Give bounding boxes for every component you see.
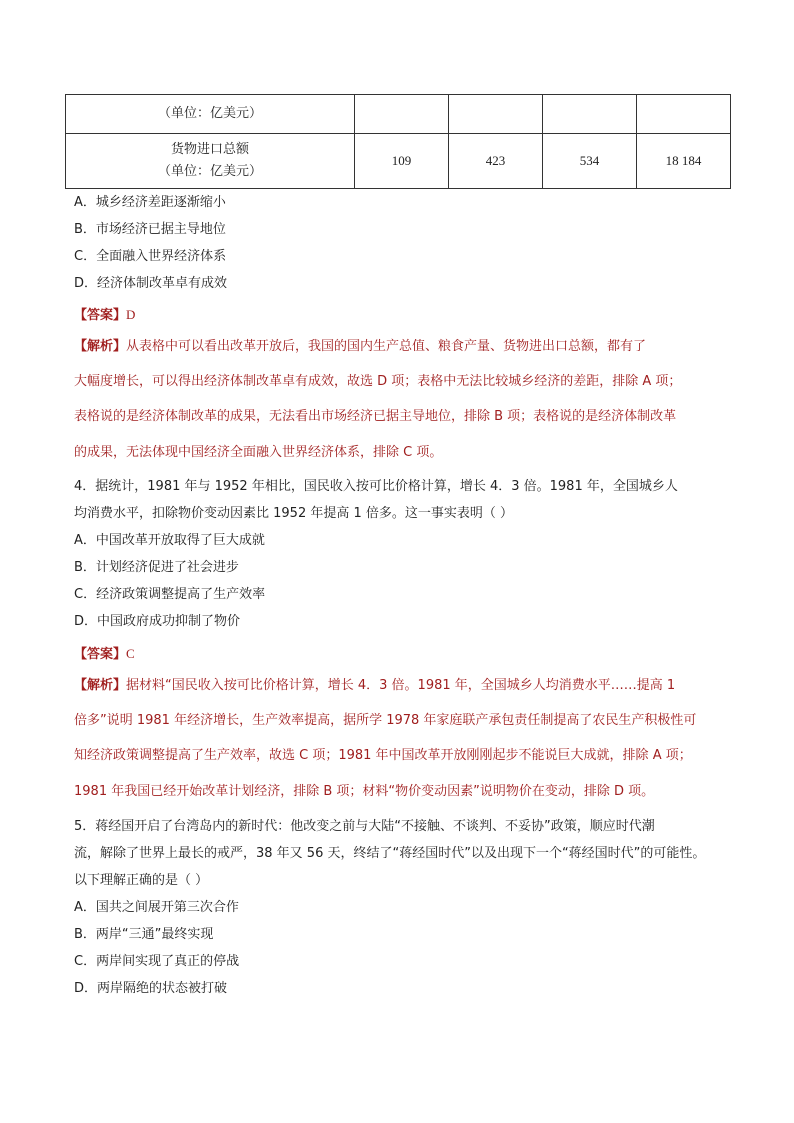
- q3-option-c: C．全面融入世界经济体系: [74, 249, 227, 264]
- q3-analysis-line-3: 表格说的是经济体制改革的成果，无法看出市场经济已据主导地位，排除 B 项；表格说的是经济体制改革: [74, 409, 677, 424]
- table-row: [66, 134, 731, 189]
- q4-option-d: D．中国政府成功抑制了物价: [74, 614, 241, 629]
- table-cell: 423: [449, 134, 543, 189]
- q4-analysis-line-4: 1981 年我国已经开始改革计划经济，排除 B 项；材料“物价变动因素”说明物价在变动，排除 D 项。: [74, 784, 655, 799]
- q4-answer: [74, 643, 135, 662]
- analysis-tag: 【解析】: [74, 678, 127, 693]
- q4-analysis-line-3: 知经济政策调整提高了生产效率，故选 C 项；1981 年中国改革开放刚刚起步不能说巨大成就，排除 A 项；: [74, 748, 692, 763]
- q3-option-d: D．经济体制改革卓有成效: [74, 276, 228, 291]
- q4-analysis-line-2: 倍多”说明 1981 年经济增长，生产效率提高，据所学 1978 年家庭联产承包责任制提高了农民生产积极性可: [74, 713, 697, 728]
- table-cell: [543, 95, 637, 134]
- q3-option-b: B．市场经济已据主导地位: [74, 222, 226, 237]
- q3-answer: [74, 304, 135, 323]
- table-cell: [355, 95, 449, 134]
- q4-stem-line-1: 4．据统计，1981 年与 1952 年相比，国民收入按可比价格计算，增长 4．3 倍。1981 年，全国城乡人: [74, 479, 678, 494]
- q5-stem-line-1: 5．蒋经国开启了台湾岛内的新时代：他改变之前与大陆“不接触、不谈判、不妥协”政策，顺应时代潮: [74, 819, 655, 834]
- q4-option-c: C．经济政策调整提高了生产效率: [74, 587, 266, 602]
- data-table: [65, 94, 731, 189]
- table-cell: [449, 95, 543, 134]
- table-cell: 109: [355, 134, 449, 189]
- q5-option-d: D．两岸隔绝的状态被打破: [74, 981, 228, 996]
- table-cell: [637, 95, 731, 134]
- q5-option-a: A．国共之间展开第三次合作: [74, 900, 239, 915]
- q5-option-c: C．两岸间实现了真正的停战: [74, 954, 240, 969]
- table-cell: 534: [543, 134, 637, 189]
- q4-option-b: B．计划经济促进了社会进步: [74, 560, 239, 575]
- q5-stem-line-3: 以下理解正确的是（ ）: [74, 873, 209, 888]
- q4-stem-line-2: 均消费水平，扣除物价变动因素比 1952 年提高 1 倍多。这一事实表明（ ）: [74, 506, 514, 521]
- answer-value: D: [126, 307, 136, 322]
- q4-analysis-line-1: 【解析】据材料“国民收入按可比价格计算，增长 4．3 倍。1981 年，全国城乡人均消费水平……提高 1: [74, 678, 676, 693]
- q5-option-b: B．两岸“三通”最终实现: [74, 927, 214, 942]
- q3-analysis-line-2: 大幅度增长，可以得出经济体制改革卓有成效，故选 D 项；表格中无法比较城乡经济的差距，排除 A 项；: [74, 374, 682, 389]
- q5-stem-line-2: 流，解除了世界上最长的戒严，38 年又 56 天，终结了“蒋经国时代”以及出现下一个“蒋经国时代”的可能性。: [74, 846, 706, 861]
- table-row: [66, 95, 731, 134]
- answer-tag: 【答案】: [74, 308, 127, 323]
- table-cell: 18 184: [637, 134, 731, 189]
- table-cell-label: 货物进口总额 （单位：亿美元）: [66, 134, 355, 189]
- analysis-tag: 【解析】: [74, 339, 127, 354]
- q3-option-a: A．城乡经济差距逐渐缩小: [74, 195, 226, 210]
- table-cell-label: （单位：亿美元）: [66, 95, 355, 134]
- answer-tag: 【答案】: [74, 647, 127, 662]
- answer-value: C: [126, 646, 135, 661]
- q3-analysis-line-1: 【解析】从表格中可以看出改革开放后，我国的国内生产总值、粮食产量、货物进出口总额，都有了: [74, 339, 647, 354]
- q4-option-a: A．中国改革开放取得了巨大成就: [74, 533, 265, 548]
- q3-analysis-line-4: 的成果，无法体现中国经济全面融入世界经济体系，排除 C 项。: [74, 445, 443, 460]
